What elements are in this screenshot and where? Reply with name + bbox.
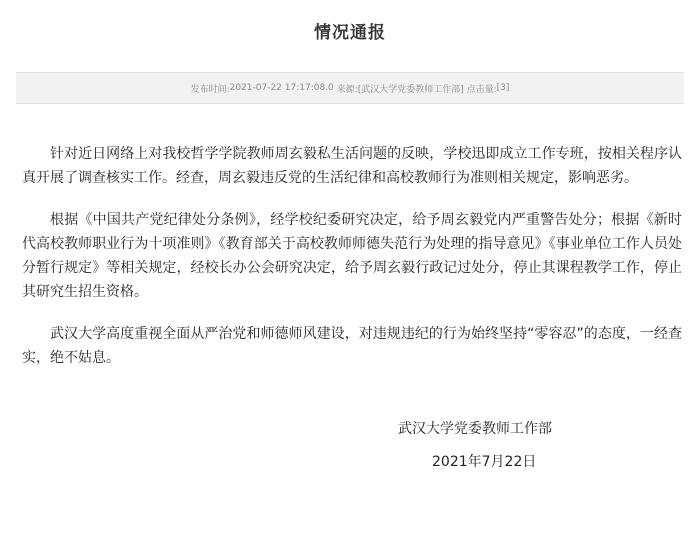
- source-name[interactable]: [武汉大学党委教师工作部]: [357, 84, 464, 95]
- signature-date: 2021年7月22日: [432, 454, 537, 470]
- article-meta-bar: [16, 72, 684, 104]
- publish-time: 2021-07-22 17:17:08.0: [229, 83, 334, 93]
- article-paragraph: 武汉大学高度重视全面从严治党和师德师风建设，对违规违纪的行为始终坚持“零容忍”的态度，一经查实，绝不姑息。: [22, 326, 682, 366]
- article-paragraph: 根据《中国共产党纪律处分条例》，经学校纪委研究决定，给予周玄毅党内严重警告处分；根据《新时代高校教师职业行为十项准则》《教育部关于高校教师师德失范行为处理的指导意见》《事业单位工作人员处分暂行规定》等相关规定，经校长办公会研究决定，给予周玄毅行政记过处分，停止其课程教学工作，停止其研究生招生资格。: [22, 212, 682, 300]
- source-label: 来源:: [336, 84, 358, 95]
- click-count: [3]: [496, 83, 510, 93]
- publish-time-label: 发布时间:: [190, 84, 230, 95]
- click-count-label: 点击量:: [466, 84, 497, 95]
- page-title: 情况通报: [314, 23, 386, 43]
- signature: 武汉大学党委教师工作部: [398, 421, 552, 437]
- article-body: [22, 142, 682, 388]
- article-paragraph: 针对近日网络上对我校哲学学院教师周玄毅私生活问题的反映，学校迅即成立工作专班，按相关程序认真开展了调查核实工作。经查，周玄毅违反党的生活纪律和高校教师行为准则相关规定，影响恶劣。: [22, 146, 682, 186]
